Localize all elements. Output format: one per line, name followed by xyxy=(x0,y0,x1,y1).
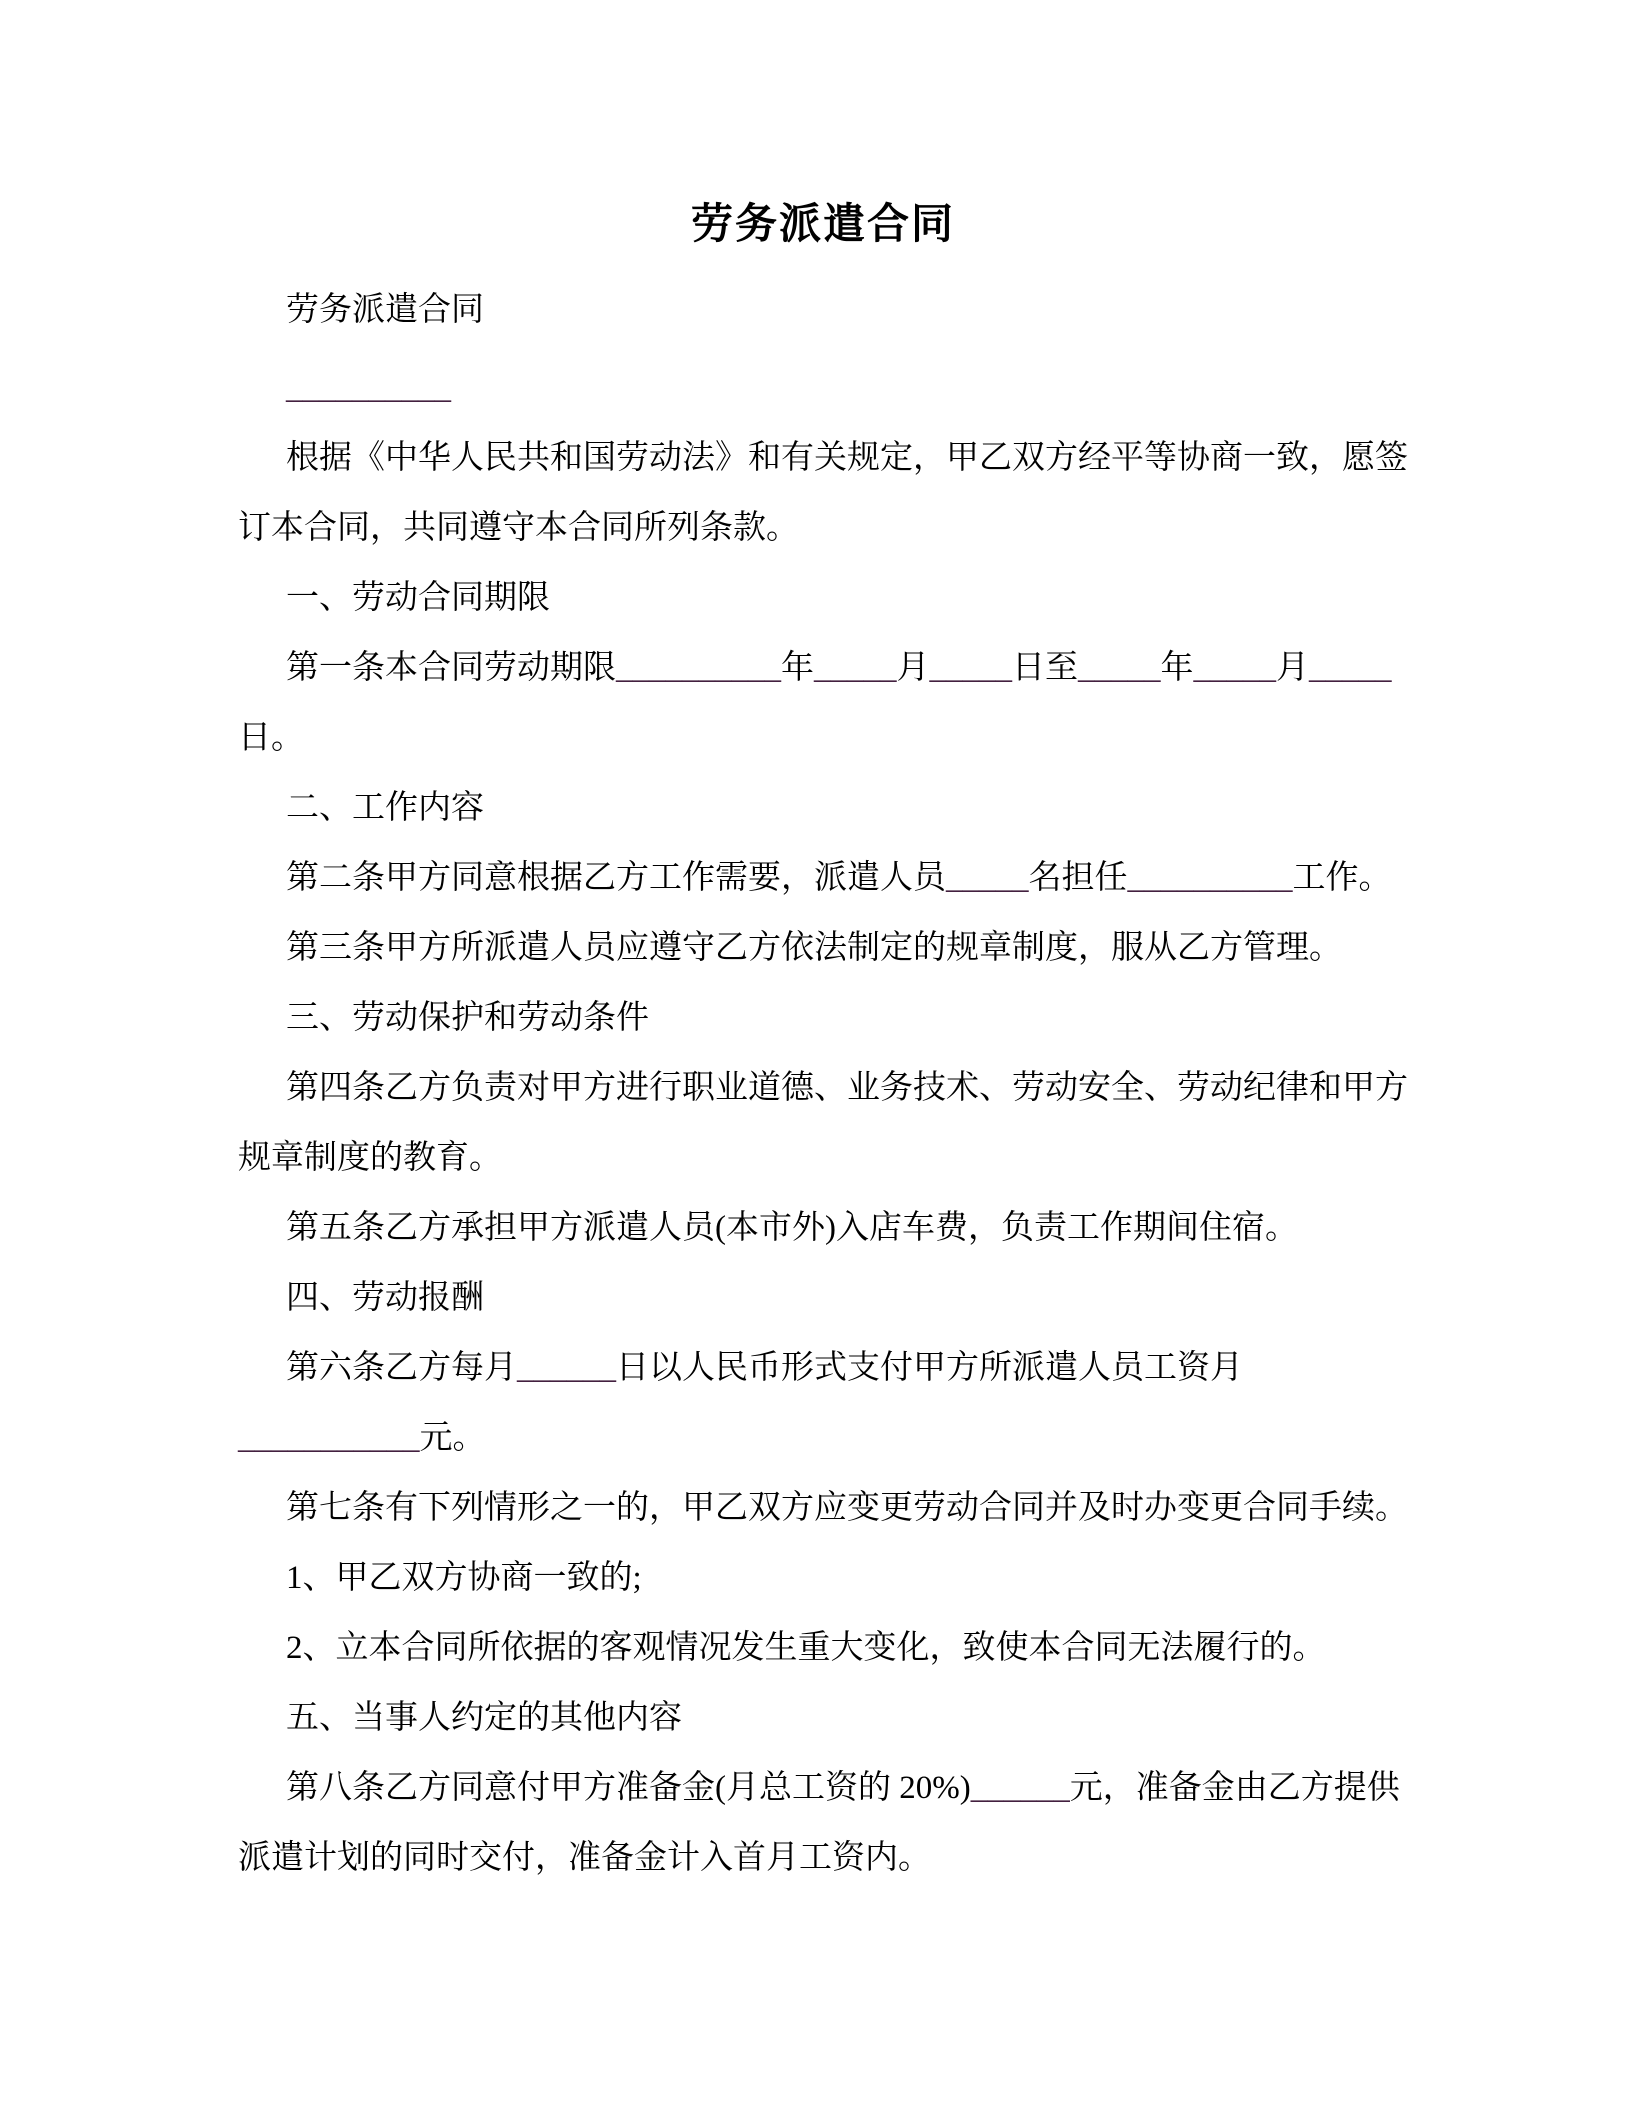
contract-line: 第三条甲方所派遣人员应遵守乙方依法制定的规章制度，服从乙方管理。 xyxy=(286,930,1342,966)
contract-line: 第五条乙方承担甲方派遣人员(本市外)入店车费，负责工作期间住宿。 xyxy=(286,1210,1298,1246)
contract-line: 2、立本合同所依据的客观情况发生重大变化，致使本合同无法履行的。 xyxy=(286,1630,1326,1666)
contract-line: 二、工作内容 xyxy=(286,790,484,826)
contract-line: 第四条乙方负责对甲方进行职业道德、业务技术、劳动安全、劳动纪律和甲方 xyxy=(286,1070,1408,1106)
contract-line: 第一条本合同劳动期限__________年_____月_____日至_____年_____月_____ xyxy=(286,650,1392,686)
contract-line: 日。 xyxy=(238,720,304,756)
blank-underline: _____ xyxy=(946,860,1029,896)
contract-line xyxy=(238,353,1408,423)
contract-line: 第六条乙方每月______日以人民币形式支付甲方所派遣人员工资月 xyxy=(286,1350,1243,1386)
contract-line: 一、劳动合同期限 xyxy=(286,580,550,616)
contract-line: 规章制度的教育。 xyxy=(238,1140,502,1176)
blank-underline: _____ xyxy=(1309,650,1392,686)
page-title: 劳务派遣合同 xyxy=(690,202,955,248)
contract-line: ___________元。 xyxy=(238,1420,486,1456)
contract-line: 第八条乙方同意付甲方准备金(月总工资的 20%)______元，准备金由乙方提供 xyxy=(286,1770,1400,1806)
blank-underline: ______ xyxy=(970,1770,1070,1806)
blank-underline: _____ xyxy=(1078,650,1161,686)
blank-underline: ___________ xyxy=(238,1420,420,1456)
contract-line: 三、劳动保护和劳动条件 xyxy=(286,1000,649,1036)
contract-line: 1、甲乙双方协商一致的; xyxy=(286,1560,642,1596)
contract-line: 订本合同，共同遵守本合同所列条款。 xyxy=(238,510,799,546)
blank-underline: _____ xyxy=(1193,650,1276,686)
contract-line: 第七条有下列情形之一的，甲乙双方应变更劳动合同并及时办变更合同手续。 xyxy=(286,1490,1408,1526)
contract-body xyxy=(238,353,1408,1893)
blank-underline: ______ xyxy=(517,1350,616,1386)
contract-line: 五、当事人约定的其他内容 xyxy=(286,1700,682,1736)
blank-underline: __________ xyxy=(1127,860,1293,896)
contract-line: 派遣计划的同时交付，准备金计入首月工资内。 xyxy=(238,1840,931,1876)
blank-underline: __________ xyxy=(616,650,781,686)
blank-underline: _____ xyxy=(814,650,897,686)
contract-content xyxy=(238,0,1408,1893)
contract-line: 第二条甲方同意根据乙方工作需要，派遣人员_____名担任__________工作。 xyxy=(286,860,1392,896)
contract-line: 四、劳动报酬 xyxy=(286,1280,484,1316)
contract-line: 根据《中华人民共和国劳动法》和有关规定，甲乙双方经平等协商一致，愿签 xyxy=(286,440,1408,476)
blank-underline: _____ xyxy=(929,650,1012,686)
blank-underline: __________ xyxy=(286,370,451,406)
document-subtitle: 劳务派遣合同 xyxy=(286,292,484,328)
